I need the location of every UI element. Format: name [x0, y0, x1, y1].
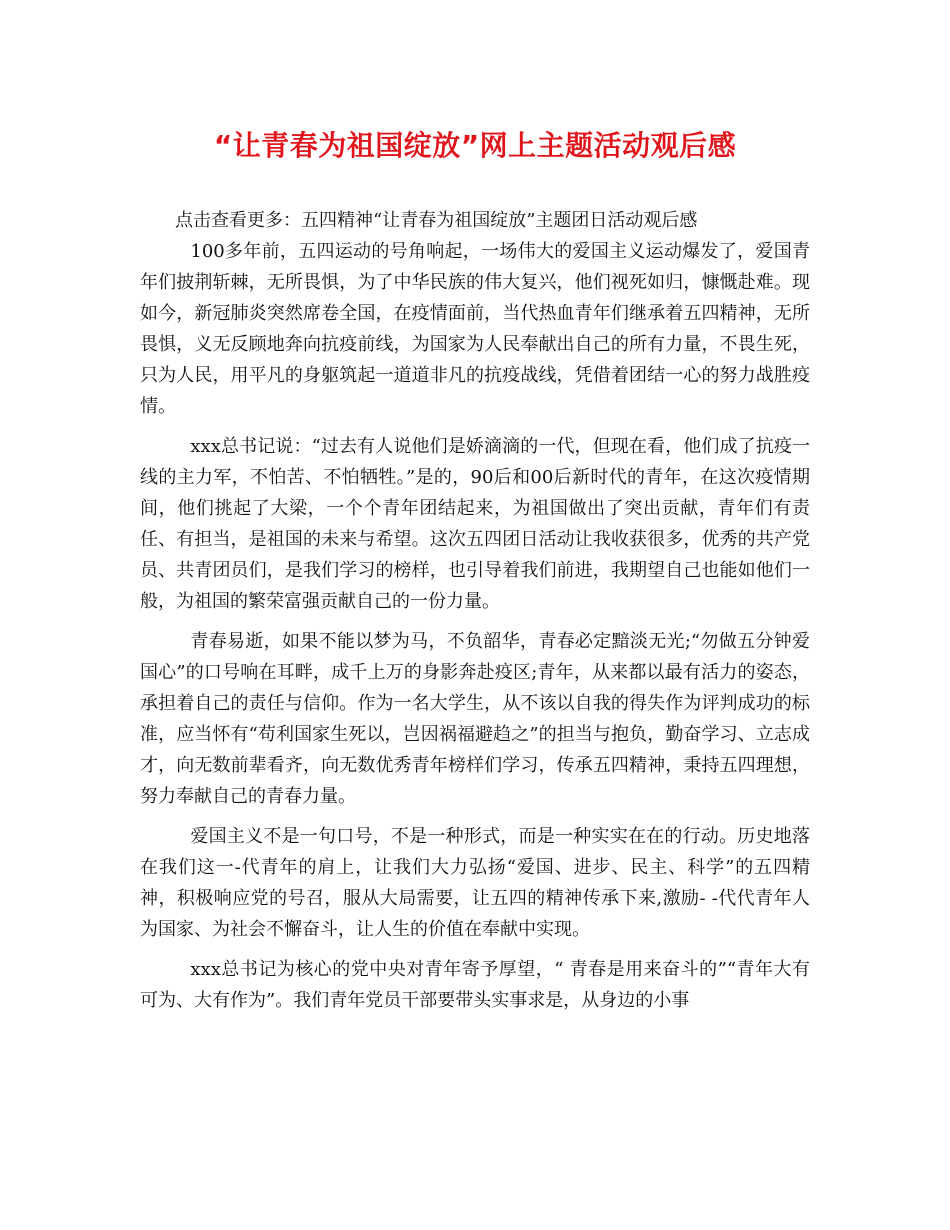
- document-title: “让青春为祖国绽放”网上主题活动观后感: [213, 129, 737, 162]
- document-body: [140, 236, 810, 1025]
- paragraph-2: xxx总书记说：“过去有人说他们是娇滴滴的一代，但现在看，他们成了抗疫一线的主力军，不怕苦、不怕牺牲。”是的，90后和00后新时代的青年，在这次疫情期间，他们挑起了大梁，一个个青年团结起来，为祖国做出了突出贡献，青年们有责任、有担当，是祖国的未来与希望。这次五四团日活动让我收获很多，优秀的共产党员、共青团员们，是我们学习的榜样，也引导着我们前进，我期望自己也能如他们一般，为祖国的繁荣富强贡献自己的一份力量。: [140, 436, 810, 612]
- paragraph-3: 青春易逝，如果不能以梦为马，不负韶华，青春必定黯淡无光;“勿做五分钟爱国心”的口号响在耳畔，成千上万的身影奔赴疫区;青年，从来都以最有活力的姿态，承担着自己的责任与信仰。作为一名大学生，从不该以自我的得失作为评判成功的标准，应当怀有“苟利国家生死以，岂因祸福避趋之”的担当与抱负，勤奋学习、立志成才，向无数前辈看齐，向无数优秀青年榜样们学习，传承五四精神，秉持五四理想，努力奉献自己的青春力量。: [140, 631, 810, 807]
- paragraph-4: 爱国主义不是一句口号，不是一种形式，而是一种实实在在的行动。历史地落在我们这一-代青年的肩上，让我们大力弘扬“爱国、进步、民主、科学”的五四精神，积极响应党的号召，服从大局需要，让五四的精神传承下来,激励- -代代青年人为国家、为社会不懈奋斗，让人生的价值在奉献中实现。: [140, 826, 810, 940]
- paragraph-1: 100多年前，五四运动的号角响起，一场伟大的爱国主义运动爆发了，爱国青年们披荆斩棘，无所畏惧，为了中华民族的伟大复兴，他们视死如归，慷慨赴难。现如今，新冠肺炎突然席卷全国，在疫情面前，当代热血青年们继承着五四精神，无所畏惧，义无反顾地奔向抗疫前线，为国家为人民奉献出自己的所有力量，不畏生死，只为人民，用平凡的身躯筑起一道道非凡的抗疫战线，凭借着团结一心的努力战胜疫情。: [140, 241, 810, 417]
- paragraph-5: xxx总书记为核心的党中央对青年寄予厚望，“ 青春是用来奋斗的”“青年大有可为、大有作为”。我们青年党员干部要带头实事求是，从身边的小事: [140, 959, 810, 1011]
- document-subtitle: 点击查看更多：五四精神“让青春为祖国绽放”主题团日活动观后感: [175, 210, 698, 231]
